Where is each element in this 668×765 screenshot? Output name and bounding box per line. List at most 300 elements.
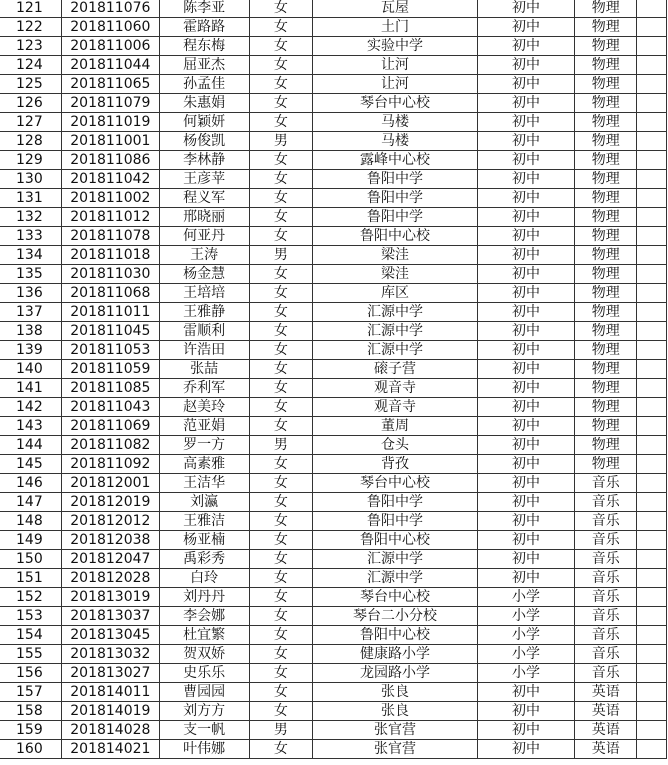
table-row bbox=[0, 740, 667, 759]
cell-row-number: 149 bbox=[0, 531, 61, 550]
cell-name: 程义军 bbox=[159, 189, 249, 208]
cell-level: 初中 bbox=[477, 341, 575, 360]
table-row bbox=[0, 702, 667, 721]
cell-gender: 女 bbox=[249, 531, 313, 550]
cell-extra bbox=[637, 246, 667, 265]
cell-school: 汇源中学 bbox=[313, 550, 478, 569]
cell-name: 王涛 bbox=[159, 246, 249, 265]
cell-gender: 女 bbox=[249, 94, 313, 113]
cell-candidate-id: 201811092 bbox=[61, 455, 159, 474]
cell-school: 观音寺 bbox=[313, 398, 478, 417]
cell-name: 王洁华 bbox=[159, 474, 249, 493]
cell-name: 雷顺利 bbox=[159, 322, 249, 341]
cell-row-number: 127 bbox=[0, 113, 61, 132]
cell-level: 初中 bbox=[477, 170, 575, 189]
cell-candidate-id: 201811068 bbox=[61, 284, 159, 303]
cell-name: 高素雅 bbox=[159, 455, 249, 474]
cell-row-number: 147 bbox=[0, 493, 61, 512]
cell-name: 刘瀛 bbox=[159, 493, 249, 512]
cell-school: 汇源中学 bbox=[313, 341, 478, 360]
cell-school: 健康路小学 bbox=[313, 645, 478, 664]
cell-level: 小学 bbox=[477, 588, 575, 607]
cell-school: 张良 bbox=[313, 683, 478, 702]
cell-extra bbox=[637, 75, 667, 94]
cell-row-number: 144 bbox=[0, 436, 61, 455]
table-row bbox=[0, 493, 667, 512]
cell-extra bbox=[637, 398, 667, 417]
cell-subject: 物理 bbox=[575, 227, 637, 246]
cell-level: 初中 bbox=[477, 455, 575, 474]
cell-candidate-id: 201811065 bbox=[61, 75, 159, 94]
table-row bbox=[0, 569, 667, 588]
cell-candidate-id: 201811069 bbox=[61, 417, 159, 436]
cell-subject: 音乐 bbox=[575, 474, 637, 493]
table-row bbox=[0, 265, 667, 284]
cell-extra bbox=[637, 474, 667, 493]
cell-name: 杨金慧 bbox=[159, 265, 249, 284]
cell-extra bbox=[637, 18, 667, 37]
cell-subject: 音乐 bbox=[575, 493, 637, 512]
cell-extra bbox=[637, 721, 667, 740]
cell-gender: 女 bbox=[249, 75, 313, 94]
cell-subject: 物理 bbox=[575, 18, 637, 37]
cell-extra bbox=[637, 0, 667, 18]
table-row bbox=[0, 208, 667, 227]
cell-subject: 物理 bbox=[575, 455, 637, 474]
cell-candidate-id: 201812019 bbox=[61, 493, 159, 512]
cell-level: 初中 bbox=[477, 265, 575, 284]
cell-subject: 音乐 bbox=[575, 664, 637, 683]
cell-subject: 英语 bbox=[575, 740, 637, 759]
cell-subject: 物理 bbox=[575, 56, 637, 75]
cell-level: 初中 bbox=[477, 37, 575, 56]
cell-gender: 女 bbox=[249, 151, 313, 170]
cell-extra bbox=[637, 645, 667, 664]
table-row bbox=[0, 379, 667, 398]
cell-level: 初中 bbox=[477, 360, 575, 379]
cell-level: 初中 bbox=[477, 151, 575, 170]
cell-level: 初中 bbox=[477, 531, 575, 550]
cell-name: 王雅洁 bbox=[159, 512, 249, 531]
cell-subject: 物理 bbox=[575, 360, 637, 379]
cell-candidate-id: 201811078 bbox=[61, 227, 159, 246]
cell-extra bbox=[637, 113, 667, 132]
cell-name: 霍路路 bbox=[159, 18, 249, 37]
cell-extra bbox=[637, 341, 667, 360]
table-row bbox=[0, 417, 667, 436]
cell-gender: 女 bbox=[249, 588, 313, 607]
cell-school: 张官营 bbox=[313, 740, 478, 759]
cell-name: 王彦苹 bbox=[159, 170, 249, 189]
cell-row-number: 150 bbox=[0, 550, 61, 569]
cell-row-number: 132 bbox=[0, 208, 61, 227]
cell-level: 初中 bbox=[477, 75, 575, 94]
cell-row-number: 152 bbox=[0, 588, 61, 607]
cell-extra bbox=[637, 626, 667, 645]
cell-school: 露峰中心校 bbox=[313, 151, 478, 170]
cell-name: 杨俊凯 bbox=[159, 132, 249, 151]
table-row bbox=[0, 607, 667, 626]
cell-candidate-id: 201811043 bbox=[61, 398, 159, 417]
cell-extra bbox=[637, 132, 667, 151]
cell-name: 曹园园 bbox=[159, 683, 249, 702]
table-row bbox=[0, 170, 667, 189]
table-row bbox=[0, 398, 667, 417]
cell-candidate-id: 201814028 bbox=[61, 721, 159, 740]
cell-subject: 音乐 bbox=[575, 607, 637, 626]
cell-row-number: 138 bbox=[0, 322, 61, 341]
cell-subject: 物理 bbox=[575, 37, 637, 56]
cell-row-number: 131 bbox=[0, 189, 61, 208]
cell-name: 范亚娟 bbox=[159, 417, 249, 436]
cell-name: 王雅静 bbox=[159, 303, 249, 322]
cell-gender: 女 bbox=[249, 455, 313, 474]
cell-gender: 女 bbox=[249, 569, 313, 588]
cell-extra bbox=[637, 360, 667, 379]
cell-candidate-id: 201811045 bbox=[61, 322, 159, 341]
cell-name: 贺双娇 bbox=[159, 645, 249, 664]
cell-school: 琴台中心校 bbox=[313, 588, 478, 607]
table-row bbox=[0, 227, 667, 246]
table-row bbox=[0, 645, 667, 664]
cell-gender: 女 bbox=[249, 474, 313, 493]
cell-school: 马楼 bbox=[313, 132, 478, 151]
cell-candidate-id: 201811042 bbox=[61, 170, 159, 189]
cell-candidate-id: 201811018 bbox=[61, 246, 159, 265]
cell-level: 初中 bbox=[477, 474, 575, 493]
cell-candidate-id: 201812012 bbox=[61, 512, 159, 531]
cell-name: 屈亚杰 bbox=[159, 56, 249, 75]
cell-row-number: 159 bbox=[0, 721, 61, 740]
cell-extra bbox=[637, 189, 667, 208]
table-row bbox=[0, 189, 667, 208]
table-row bbox=[0, 75, 667, 94]
cell-name: 陈李亚 bbox=[159, 0, 249, 18]
cell-subject: 音乐 bbox=[575, 512, 637, 531]
cell-name: 刘方方 bbox=[159, 702, 249, 721]
cell-gender: 女 bbox=[249, 170, 313, 189]
table-row bbox=[0, 18, 667, 37]
cell-level: 初中 bbox=[477, 740, 575, 759]
table-row bbox=[0, 132, 667, 151]
cell-candidate-id: 201814021 bbox=[61, 740, 159, 759]
cell-name: 孙孟佳 bbox=[159, 75, 249, 94]
cell-row-number: 122 bbox=[0, 18, 61, 37]
cell-gender: 女 bbox=[249, 56, 313, 75]
cell-candidate-id: 201811076 bbox=[61, 0, 159, 18]
cell-row-number: 134 bbox=[0, 246, 61, 265]
cell-name: 史乐乐 bbox=[159, 664, 249, 683]
cell-school: 鲁阳中心校 bbox=[313, 626, 478, 645]
cell-gender: 女 bbox=[249, 37, 313, 56]
cell-gender: 男 bbox=[249, 436, 313, 455]
cell-candidate-id: 201811079 bbox=[61, 94, 159, 113]
cell-gender: 女 bbox=[249, 626, 313, 645]
cell-level: 初中 bbox=[477, 208, 575, 227]
table-row bbox=[0, 550, 667, 569]
cell-level: 小学 bbox=[477, 626, 575, 645]
cell-subject: 物理 bbox=[575, 398, 637, 417]
table-row bbox=[0, 246, 667, 265]
cell-subject: 物理 bbox=[575, 265, 637, 284]
cell-extra bbox=[637, 512, 667, 531]
cell-gender: 女 bbox=[249, 664, 313, 683]
table-row bbox=[0, 721, 667, 740]
cell-subject: 物理 bbox=[575, 417, 637, 436]
table-row bbox=[0, 94, 667, 113]
cell-row-number: 121 bbox=[0, 0, 61, 18]
cell-name: 程东梅 bbox=[159, 37, 249, 56]
cell-row-number: 130 bbox=[0, 170, 61, 189]
cell-school: 琴台二小分校 bbox=[313, 607, 478, 626]
cell-school: 汇源中学 bbox=[313, 322, 478, 341]
cell-gender: 女 bbox=[249, 683, 313, 702]
cell-candidate-id: 201811002 bbox=[61, 189, 159, 208]
cell-gender: 女 bbox=[249, 379, 313, 398]
cell-row-number: 158 bbox=[0, 702, 61, 721]
cell-name: 白玲 bbox=[159, 569, 249, 588]
cell-school: 让河 bbox=[313, 75, 478, 94]
cell-school: 张良 bbox=[313, 702, 478, 721]
cell-extra bbox=[637, 170, 667, 189]
cell-row-number: 124 bbox=[0, 56, 61, 75]
cell-row-number: 126 bbox=[0, 94, 61, 113]
cell-gender: 女 bbox=[249, 189, 313, 208]
cell-gender: 女 bbox=[249, 398, 313, 417]
cell-row-number: 129 bbox=[0, 151, 61, 170]
cell-name: 张喆 bbox=[159, 360, 249, 379]
cell-school: 鲁阳中心校 bbox=[313, 227, 478, 246]
cell-school: 背孜 bbox=[313, 455, 478, 474]
cell-candidate-id: 201812047 bbox=[61, 550, 159, 569]
cell-gender: 男 bbox=[249, 721, 313, 740]
table-row bbox=[0, 0, 667, 18]
cell-row-number: 143 bbox=[0, 417, 61, 436]
cell-extra bbox=[637, 455, 667, 474]
cell-level: 初中 bbox=[477, 18, 575, 37]
cell-name: 杨亚楠 bbox=[159, 531, 249, 550]
cell-name: 王培培 bbox=[159, 284, 249, 303]
cell-gender: 女 bbox=[249, 493, 313, 512]
cell-name: 乔利军 bbox=[159, 379, 249, 398]
cell-level: 初中 bbox=[477, 303, 575, 322]
cell-gender: 女 bbox=[249, 227, 313, 246]
cell-gender: 女 bbox=[249, 360, 313, 379]
cell-level: 初中 bbox=[477, 284, 575, 303]
cell-extra bbox=[637, 588, 667, 607]
cell-extra bbox=[637, 493, 667, 512]
cell-candidate-id: 201811053 bbox=[61, 341, 159, 360]
cell-name: 禹彩秀 bbox=[159, 550, 249, 569]
cell-candidate-id: 201812028 bbox=[61, 569, 159, 588]
cell-school: 仓头 bbox=[313, 436, 478, 455]
cell-candidate-id: 201811059 bbox=[61, 360, 159, 379]
cell-subject: 物理 bbox=[575, 379, 637, 398]
cell-gender: 女 bbox=[249, 550, 313, 569]
cell-extra bbox=[637, 265, 667, 284]
cell-subject: 音乐 bbox=[575, 531, 637, 550]
cell-school: 张官营 bbox=[313, 721, 478, 740]
cell-level: 初中 bbox=[477, 512, 575, 531]
cell-row-number: 136 bbox=[0, 284, 61, 303]
cell-gender: 女 bbox=[249, 341, 313, 360]
cell-subject: 英语 bbox=[575, 702, 637, 721]
cell-row-number: 160 bbox=[0, 740, 61, 759]
cell-gender: 女 bbox=[249, 284, 313, 303]
cell-school: 梁洼 bbox=[313, 246, 478, 265]
cell-gender: 女 bbox=[249, 18, 313, 37]
table-row bbox=[0, 626, 667, 645]
cell-row-number: 157 bbox=[0, 683, 61, 702]
cell-gender: 女 bbox=[249, 512, 313, 531]
cell-candidate-id: 201813037 bbox=[61, 607, 159, 626]
cell-school: 琴台中心校 bbox=[313, 94, 478, 113]
cell-candidate-id: 201811019 bbox=[61, 113, 159, 132]
cell-gender: 女 bbox=[249, 113, 313, 132]
cell-subject: 物理 bbox=[575, 0, 637, 18]
cell-subject: 物理 bbox=[575, 94, 637, 113]
cell-school: 土门 bbox=[313, 18, 478, 37]
cell-subject: 物理 bbox=[575, 208, 637, 227]
cell-row-number: 135 bbox=[0, 265, 61, 284]
cell-candidate-id: 201814019 bbox=[61, 702, 159, 721]
cell-school: 鲁阳中学 bbox=[313, 512, 478, 531]
cell-subject: 物理 bbox=[575, 341, 637, 360]
table-row bbox=[0, 436, 667, 455]
cell-name: 李林静 bbox=[159, 151, 249, 170]
cell-gender: 女 bbox=[249, 645, 313, 664]
cell-name: 叶伟娜 bbox=[159, 740, 249, 759]
cell-level: 初中 bbox=[477, 322, 575, 341]
cell-level: 小学 bbox=[477, 664, 575, 683]
cell-level: 初中 bbox=[477, 56, 575, 75]
table-row bbox=[0, 512, 667, 531]
cell-extra bbox=[637, 417, 667, 436]
cell-subject: 物理 bbox=[575, 151, 637, 170]
cell-subject: 物理 bbox=[575, 436, 637, 455]
cell-school: 鲁阳中学 bbox=[313, 170, 478, 189]
cell-level: 初中 bbox=[477, 113, 575, 132]
cell-row-number: 146 bbox=[0, 474, 61, 493]
cell-candidate-id: 201813045 bbox=[61, 626, 159, 645]
cell-school: 瓦屋 bbox=[313, 0, 478, 18]
cell-row-number: 153 bbox=[0, 607, 61, 626]
cell-subject: 英语 bbox=[575, 721, 637, 740]
cell-school: 鲁阳中学 bbox=[313, 493, 478, 512]
cell-extra bbox=[637, 683, 667, 702]
cell-extra bbox=[637, 702, 667, 721]
cell-name: 杜宜繁 bbox=[159, 626, 249, 645]
cell-candidate-id: 201814011 bbox=[61, 683, 159, 702]
cell-extra bbox=[637, 740, 667, 759]
cell-candidate-id: 201812001 bbox=[61, 474, 159, 493]
table-row bbox=[0, 56, 667, 75]
cell-gender: 女 bbox=[249, 607, 313, 626]
cell-level: 初中 bbox=[477, 417, 575, 436]
cell-school: 让河 bbox=[313, 56, 478, 75]
cell-candidate-id: 201811030 bbox=[61, 265, 159, 284]
cell-extra bbox=[637, 322, 667, 341]
cell-candidate-id: 201813032 bbox=[61, 645, 159, 664]
cell-subject: 物理 bbox=[575, 303, 637, 322]
cell-gender: 女 bbox=[249, 702, 313, 721]
cell-subject: 物理 bbox=[575, 322, 637, 341]
cell-extra bbox=[637, 664, 667, 683]
cell-extra bbox=[637, 531, 667, 550]
table-row bbox=[0, 683, 667, 702]
cell-level: 初中 bbox=[477, 0, 575, 18]
cell-name: 朱惠娟 bbox=[159, 94, 249, 113]
cell-gender: 女 bbox=[249, 208, 313, 227]
cell-row-number: 139 bbox=[0, 341, 61, 360]
cell-row-number: 142 bbox=[0, 398, 61, 417]
cell-name: 支一帆 bbox=[159, 721, 249, 740]
cell-extra bbox=[637, 303, 667, 322]
table-row bbox=[0, 474, 667, 493]
cell-school: 龙园路小学 bbox=[313, 664, 478, 683]
cell-subject: 音乐 bbox=[575, 645, 637, 664]
cell-subject: 音乐 bbox=[575, 569, 637, 588]
cell-row-number: 141 bbox=[0, 379, 61, 398]
table-row bbox=[0, 151, 667, 170]
cell-subject: 音乐 bbox=[575, 588, 637, 607]
cell-level: 初中 bbox=[477, 550, 575, 569]
cell-extra bbox=[637, 379, 667, 398]
cell-school: 鲁阳中心校 bbox=[313, 531, 478, 550]
cell-extra bbox=[637, 607, 667, 626]
cell-school: 汇源中学 bbox=[313, 303, 478, 322]
cell-gender: 女 bbox=[249, 303, 313, 322]
cell-level: 小学 bbox=[477, 645, 575, 664]
cell-row-number: 156 bbox=[0, 664, 61, 683]
cell-candidate-id: 201812038 bbox=[61, 531, 159, 550]
cell-level: 初中 bbox=[477, 379, 575, 398]
table-row bbox=[0, 455, 667, 474]
cell-row-number: 123 bbox=[0, 37, 61, 56]
cell-extra bbox=[637, 37, 667, 56]
cell-row-number: 145 bbox=[0, 455, 61, 474]
cell-level: 初中 bbox=[477, 189, 575, 208]
cell-school: 鲁阳中学 bbox=[313, 208, 478, 227]
cell-subject: 英语 bbox=[575, 683, 637, 702]
table-row bbox=[0, 531, 667, 550]
cell-level: 初中 bbox=[477, 683, 575, 702]
cell-subject: 音乐 bbox=[575, 550, 637, 569]
cell-school: 库区 bbox=[313, 284, 478, 303]
cell-name: 赵美玲 bbox=[159, 398, 249, 417]
cell-gender: 女 bbox=[249, 417, 313, 436]
cell-candidate-id: 201811011 bbox=[61, 303, 159, 322]
cell-candidate-id: 201813027 bbox=[61, 664, 159, 683]
table-row bbox=[0, 303, 667, 322]
cell-candidate-id: 201811085 bbox=[61, 379, 159, 398]
cell-extra bbox=[637, 436, 667, 455]
cell-level: 初中 bbox=[477, 721, 575, 740]
cell-school: 琴台中心校 bbox=[313, 474, 478, 493]
cell-row-number: 140 bbox=[0, 360, 61, 379]
cell-candidate-id: 201811006 bbox=[61, 37, 159, 56]
cell-level: 初中 bbox=[477, 436, 575, 455]
table-row bbox=[0, 588, 667, 607]
cell-subject: 物理 bbox=[575, 75, 637, 94]
cell-level: 初中 bbox=[477, 94, 575, 113]
cell-level: 初中 bbox=[477, 569, 575, 588]
cell-row-number: 128 bbox=[0, 132, 61, 151]
cell-name: 刘丹丹 bbox=[159, 588, 249, 607]
cell-gender: 女 bbox=[249, 265, 313, 284]
cell-level: 初中 bbox=[477, 398, 575, 417]
cell-subject: 物理 bbox=[575, 132, 637, 151]
